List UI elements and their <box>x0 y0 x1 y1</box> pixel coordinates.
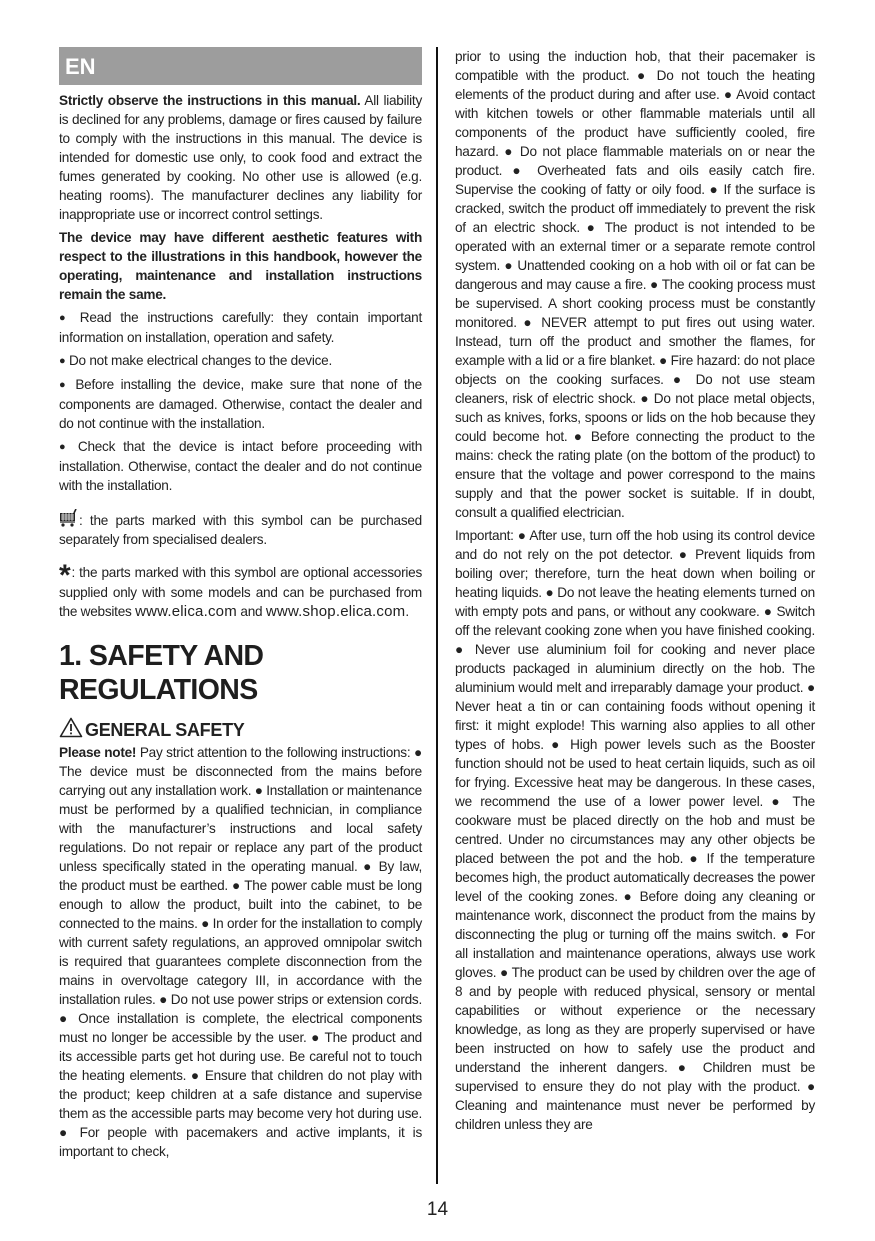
important-text: Important: ● After use, turn off the hob using its control device and do not rely on the pot detector. ● Prevent liquids from boiling over; therefore, turn the heat down when boiling or heating liquids. ● Do not leave the heating elements turned on with empty pots and pans, or without any cookware. ● Switch off the relevant cooking zone when you have finished cooking. ● Never use aluminium foil for cooking and never place products packaged in aluminium directly on the hob. The aluminium would melt and irreparably damage your product. ● Never heat a tin or can containing foods without opening it first: it might explode! This warning also applies to all other types of hobs. ● High power levels such as the Booster function should not be used to heat certain liquids, such as oil for frying. Excessive heat may be dangerous. In these cases, we recommend the use of a lower power level. ● The cookware must be placed directly on the hob and must be centred. Under no circumstances may any other objects be placed between the pot and the hob. ● If the temperature becomes high, the product automatically decreases the power level of the cooking zones. ● Before doing any cleaning or maintenance work, disconnect the product from the mains by disconnecting the plug or turning off the mains switch. ● For all installation and maintenance operations, always use work gloves. ● The product can be used by children over the age of 8 and by people with reduced physical, sensory or mental capabilities or without experience or the necessary knowledge, as long as they are properly supervised or have been instructed on how to safely use the product and understand the inherent dangers. ● Children must be supervised to ensure they do not play with the product. ● Cleaning and maintenance must never be performed by children unless they are <box>455 528 815 1132</box>
shopping-cart-icon <box>59 509 79 527</box>
cart-symbol-note: : the parts marked with this symbol can be purchased separately from specialised dealers. <box>59 509 422 549</box>
right-column <box>455 47 815 1138</box>
column-divider <box>436 47 438 1184</box>
section-title: 1. SAFETY AND REGULATIONS <box>59 640 264 706</box>
bullet-item: ● Before installing the device, make sure that none of the components are damaged. Otherwise, contact the dealer and do not continue with the installation. <box>59 377 422 431</box>
safety-continued-text: prior to using the induction hob, that their pacemaker is compatible with the product. ● Do not touch the heating elements of the product during and after use. ● Avoid contact with kitchen towels or other flammable materials until all components of the product have sufficiently cooled, fire hazard. ● Do not place flammable materials on or near the product. ● Overheated fats and oils easily catch fire. Supervise the cooking of fatty or oily food. ● If the surface is cracked, switch the product off immediately to prevent the risk of an electric shock. ● The product is not intended to be operated with an external timer or a separate remote control system. ● Unattended cooking on a hob with oil or fat can be dangerous and may cause a fire. ● The cooking process must be supervised. A short cooking process must be constantly monitored. ● NEVER attempt to put fires out using water. Instead, turn off the product and smother the flames, for example with a lid or a fire blanket. ● Fire hazard: do not place objects on the cooking surfaces. ● Do not use steam cleaners, risk of electric shock. ● Do not place metal objects, such as knives, forks, spoons or lids on the hob because they could become hot. ● Before connecting the product to the mains: check the rating plate (on the bottom of the product) to ensure that the voltage and power correspond to the mains supply and that the power socket is suitable. If in doubt, consult a qualified electrician. <box>455 49 815 520</box>
aesthetic-note: The device may have different aesthetic features with respect to the illustrations in this handbook, however the operating, maintenance and installation instructions remain the same. <box>59 230 422 302</box>
bullet-icon: ● <box>59 355 66 367</box>
page-number: 14 <box>426 1199 449 1220</box>
warning-icon <box>59 717 83 738</box>
intro-paragraph <box>59 91 422 224</box>
asterisk-icon: * <box>59 559 71 592</box>
bullet-item: ● Check that the device is intact before proceeding with installation. Otherwise, contact the dealer and do not continue with the installation. <box>59 439 423 493</box>
bullet-icon: ● <box>59 441 70 453</box>
language-header: EN <box>59 47 422 85</box>
asterisk-symbol-note: *: the parts marked with this symbol are optional accessories supplied only with some models and can be purchased from the websites www.elica.com and www.shop.elica.com. <box>59 559 422 620</box>
bullet-item: ● Do not make electrical changes to the device. <box>59 353 332 368</box>
bullet-icon: ● <box>59 312 71 324</box>
intro-text: All liability is declined for any problems, damage or fires caused by failure to comply with the instructions in this manual. The device is intended for domestic use only, to cook food and extract the fumes generated by cooking. No other use is allowed (e.g. heating rooms). The manufacturer declines any liability for inappropriate use or incorrect control settings. <box>59 93 422 222</box>
intro-bold: Strictly observe the instructions in this manual. <box>59 93 361 108</box>
left-column <box>59 47 422 1165</box>
bullet-icon: ● <box>59 379 69 391</box>
subsection-heading: GENERAL SAFETY <box>59 717 422 741</box>
elica-shop-link[interactable]: www.shop.elica.com <box>265 603 406 620</box>
general-safety-text: Please note! Pay strict attention to the following instructions: ● The device must be disconnected from the mains before carrying out any installation work. ● Installation or maintenance must be performed by a qualified technician, in compliance with the manufacturer’s instructions and local safety regulations. Do not repair or replace any part of the product unless specifically stated in the operating manual. ● By law, the product must be earthed. ● The power cable must be long enough to allow the product, built into the cabinet, to be connected to the mains. ● In order for the installation to comply with current safety regulations, an approved omnipolar switch is required that guarantees complete disconnection from the mains in overvoltage category III, in accordance with the installation rules. ● Do not use power strips or extension cords. ● Once installation is complete, the electrical components must no longer be accessible by the user. ● The product and its accessible parts get hot during use. Be careful not to touch the heating elements. ● Ensure that children do not play with the product; keep children at a safe distance and supervise them as the accessible parts may become very hot during use. ● For people with pacemakers and active implants, it is important to check, <box>59 745 422 1159</box>
elica-website-link[interactable]: www.elica.com <box>135 603 237 620</box>
bullet-item: ● Read the instructions carefully: they contain important information on installation, operation and safety. <box>59 310 422 345</box>
